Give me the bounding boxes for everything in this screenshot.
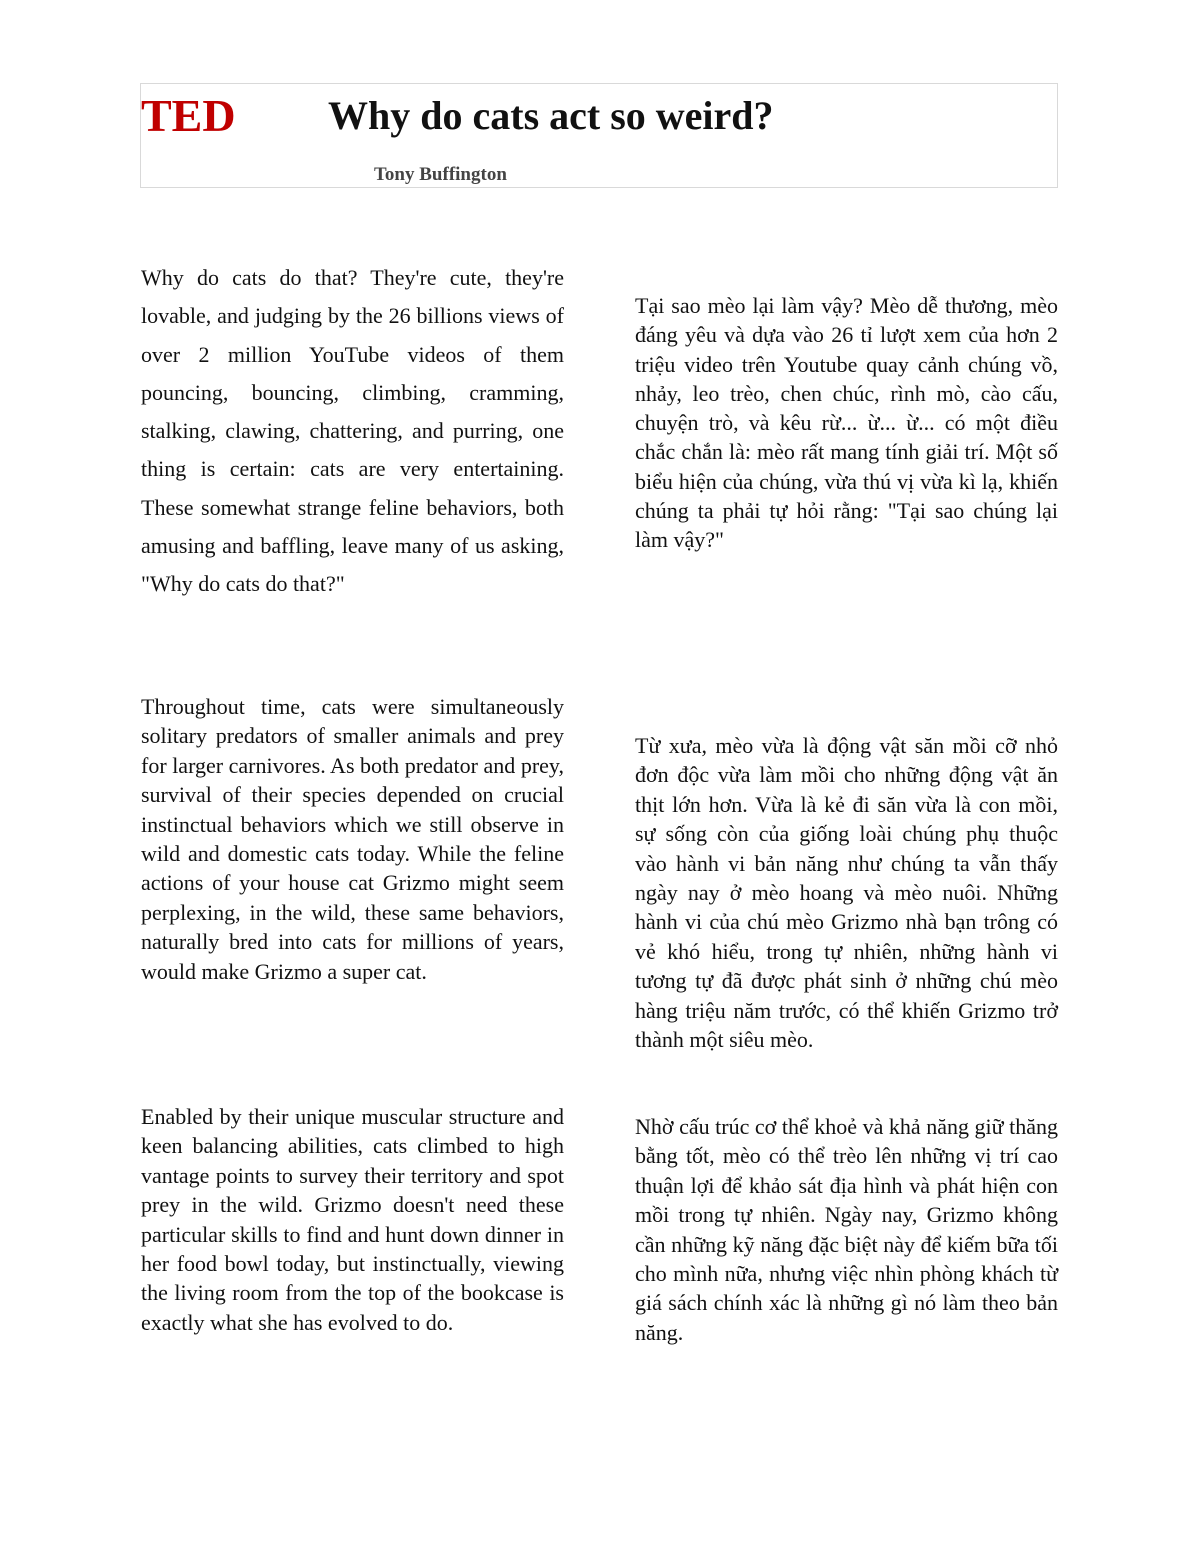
vietnamese-paragraph-3: Nhờ cấu trúc cơ thể khoẻ và khả năng giữ thăng bằng tốt, mèo có thể trèo lên những vị trí cao thuận lợi để khảo sát địa hình và phát hiện con mồi trong tự nhiên. Ngày nay, Grizmo không cần những kỹ năng đặc biệt này để kiếm bữa tối cho mình nữa, nhưng việc nhìn phòng khách từ giá sách chính xác là những gì nó làm theo bản năng. — [635, 1114, 1058, 1345]
english-paragraph-1: Why do cats do that? They're cute, they're lovable, and judging by the 26 billions views of over 2 million YouTube videos of them pouncing, bouncing, climbing, cramming, stalking, clawing, chattering, and purring, one thing is certain: cats are very entertaining. These somewhat strange feline behaviors, both amusing and baffling, leave many of us asking, "Why do cats do that?" — [141, 265, 564, 597]
brand-logo: TED — [141, 90, 236, 141]
header-box — [140, 83, 1058, 188]
vietnamese-paragraph-1: Tại sao mèo lại làm vậy? Mèo dễ thương, mèo đáng yêu và dựa vào 26 tỉ lượt xem của hơn 2 triệu video trên Youtube quay cảnh chúng vồ, nhảy, leo trèo, chen chúc, rình mò, cào cấu, chuyện trò, và kêu rừ... ừ... ừ... có một điều chắc chắn là: mèo rất mang tính giải trí. Một số biểu hiện của chúng, vừa thú vị vừa kì lạ, khiến chúng ta phải tự hỏi rằng: "Tại sao chúng lại làm vậy?" — [635, 293, 1058, 553]
vietnamese-paragraph-2: Từ xưa, mèo vừa là động vật săn mồi cỡ nhỏ đơn độc vừa làm mồi cho những động vật ăn thịt lớn hơn. Vừa là kẻ đi săn vừa là con mồi, sự sống còn của giống loài chúng phụ thuộc vào hành vi bản năng như chúng ta vẫn thấy ngày nay ở mèo hoang và mèo nuôi. Những hành vi của chú mèo Grizmo nhà bạn trông có vẻ khó hiểu, trong tự nhiên, những hành vi tương tự đã được phát sinh ở những chú mèo hàng triệu năm trước, có thể khiến Grizmo trở thành một siêu mèo. — [635, 733, 1058, 1053]
page-title: Why do cats act so weird? — [328, 93, 774, 138]
author-name: Tony Buffington — [374, 164, 507, 185]
english-paragraph-3: Enabled by their unique muscular structure and keen balancing abilities, cats climbed to high vantage points to survey their territory and spot prey in the wild. Grizmo doesn't need these particular skills to find and hunt down dinner in her food bowl today, but instinctually, viewing the living room from the top of the bookcase is exactly what she has evolved to do. — [141, 1104, 564, 1335]
english-paragraph-2: Throughout time, cats were simultaneously solitary predators of smaller animals and prey for larger carnivores. As both predator and prey, survival of their species depended on crucial instinctual behaviors which we still observe in wild and domestic cats today. While the feline actions of your house cat Grizmo might seem perplexing, in the wild, these same behaviors, naturally bred into cats for millions of years, would make Grizmo a super cat. — [141, 694, 564, 984]
